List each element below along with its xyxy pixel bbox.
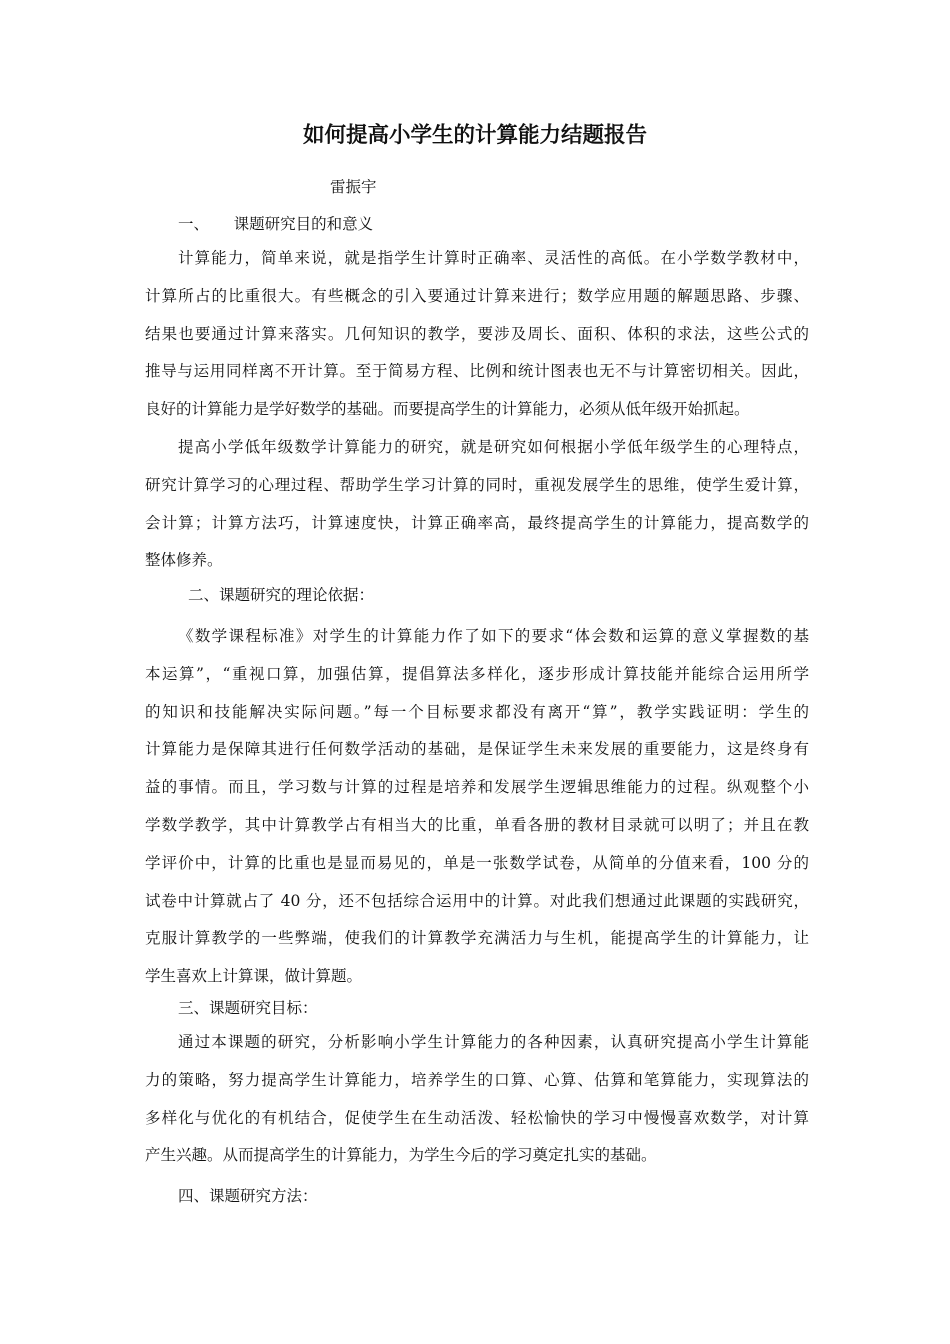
text-line: 提高小学低年级数学计算能力的研究，就是研究如何根据小学低年级学生的心理特点， xyxy=(178,438,809,456)
text-line: 会计算；计算方法巧，计算速度快，计算正确率高，最终提高学生的计算能力，提高数学的 xyxy=(145,513,809,532)
text-line: 通过本课题的研究，分析影响小学生计算能力的各种因素，认真研究提高小学生计算能 xyxy=(178,1033,809,1051)
text-line: 结果也要通过计算来落实。几何知识的教学，要涉及周长、面积、体积的求法，这些公式的 xyxy=(145,324,809,343)
text-line: 计算能力，简单来说，就是指学生计算时正确率、灵活性的高低。在小学数学教材中， xyxy=(178,249,809,267)
text-line: 良好的计算能力是学好数学的基础。而要提高学生的计算能力，必须从低年级开始抓起。 xyxy=(145,400,750,419)
text-line: 计算能力是保障其进行任何数学活动的基础，是保证学生未来发展的重要能力，这是终身有 xyxy=(145,740,809,759)
text-line: 学评价中，计算的比重也是显而易见的，单是一张数学试卷，从简单的分值来看，100 分的 xyxy=(145,853,809,872)
text-line: 产生兴趣。从而提高学生的计算能力，为学生今后的学习奠定扎实的基础。 xyxy=(145,1146,657,1165)
author-name: 雷振宇 xyxy=(330,178,377,196)
text-line: 多样化与优化的有机结合，促使学生在生动活泼、轻松愉快的学习中慢慢喜欢数学，对计算 xyxy=(145,1108,809,1127)
text-line: 学生喜欢上计算课，做计算题。 xyxy=(145,967,363,986)
text-line: 推导与运用同样离不开计算。至于简易方程、比例和统计图表也无不与计算密切相关。因此， xyxy=(145,362,809,381)
section-1-paragraph-2 xyxy=(145,429,809,580)
text-line: 试卷中计算就占了 40 分，还不包括综合运用中的计算。对此我们想通过此课题的实践研究， xyxy=(145,891,809,910)
text-line: 学数学教学，其中计算教学占有相当大的比重，单看各册的教材目录就可以明了；并且在教 xyxy=(145,815,809,834)
text-line: 研究计算学习的心理过程、帮助学生学习计算的同时，重视发展学生的思维，使学生爱计算， xyxy=(145,475,809,494)
text-line: 益的事情。而且，学习数与计算的过程是培养和发展学生逻辑思维能力的过程。纵观整个小 xyxy=(145,778,809,797)
section-heading-3: 三、课题研究目标： xyxy=(178,999,318,1017)
text-line: 整体修养。 xyxy=(145,551,223,570)
text-line: 的知识和技能解决实际问题。”每一个目标要求都没有离开“算”，教学实践证明：学生的 xyxy=(145,702,809,721)
section-heading-2: 二、课题研究的理论依据： xyxy=(188,586,375,604)
text-line: 克服计算教学的一些弊端，使我们的计算教学充满活力与生机，能提高学生的计算能力，让 xyxy=(145,929,809,948)
text-line: 本运算”，“重视口算，加强估算，提倡算法多样化，逐步形成计算技能并能综合运用所学 xyxy=(145,664,809,683)
section-heading-4: 四、课题研究方法： xyxy=(178,1187,318,1205)
text-line: 力的策略，努力提高学生计算能力，培养学生的口算、心算、估算和笔算能力，实现算法的 xyxy=(145,1070,809,1089)
text-line: 《数学课程标准》对学生的计算能力作了如下的要求“体会数和运算的意义掌握数的基 xyxy=(178,627,809,645)
section-1-paragraph-1 xyxy=(145,240,809,429)
section-heading-1: 一、 课题研究目的和意义 xyxy=(178,215,374,233)
text-line: 计算所占的比重很大。有些概念的引入要通过计算来进行；数学应用题的解题思路、步骤、 xyxy=(145,286,809,305)
document-title: 如何提高小学生的计算能力结题报告 xyxy=(302,123,647,148)
section-2-paragraph-1 xyxy=(145,618,809,996)
section-3-paragraph-1 xyxy=(145,1024,809,1175)
